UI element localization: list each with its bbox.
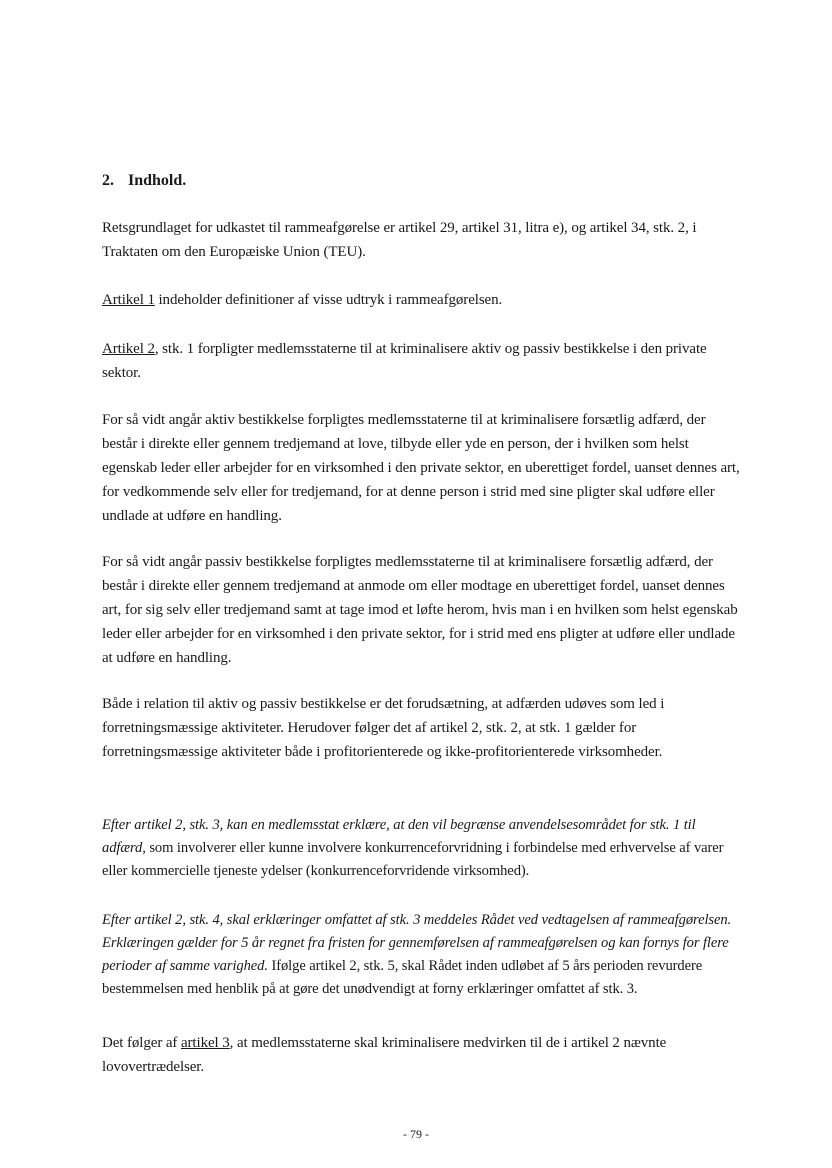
paragraph-business-activities	[102, 692, 742, 764]
paragraph-legal-basis	[102, 216, 742, 264]
paragraph-text: For så vidt angår aktiv bestikkelse forpligtes medlemsstaterne til at kriminalisere forsætlig adfærd, der består i direkte eller gennem tredjemand at love, tilbyde eller yde en person, der i hvilken som helst egenskab leder eller arbejder for en virksomhed i den private sektor, en uberettiget fordel, uanset dennes art, for vedkommende selv eller for tredjemand, for at denne person i strid med sine pligter skal udføre eller undlade at udføre en handling.	[102, 412, 740, 524]
paragraph-article-1	[102, 288, 742, 312]
italic-text: Efter artikel 2, stk. 4, skal erklæringer omfattet af stk. 3 meddeles Rådet ved vedtagelsen af rammeafgørelsen. Erklæringen gælder for 5 år regnet fra fristen for gennemførelsen af rammeafgørelsen og kan fornys for flere perioder af samme varighed.	[102, 912, 732, 974]
paragraph-text: Det følger af	[102, 1035, 181, 1051]
paragraph-text: Retsgrundlaget for udkastet til rammeafgørelse er artikel 29, artikel 31, litra e), og artikel 34, stk. 2, i Traktaten om den Europæiske Union (TEU).	[102, 220, 697, 260]
page-number: - 79 -	[403, 1127, 429, 1141]
paragraph-text: som involverer eller kunne involvere konkurrenceforvridning i forbindelse med erhvervelse af varer eller kommercielle tjeneste ydelser (konkurrenceforvridende virksomhed).	[102, 840, 724, 879]
paragraph-text: Både i relation til aktiv og passiv bestikkelse er det forudsætning, at adfærden udøves som led i forretningsmæssige aktiviteter. Herudover følger det af artikel 2, stk. 2, at stk. 1 gælder for forretningsmæssige aktiviteter både i profitorienterede og ikke-profitorienterede virksomheder.	[102, 696, 665, 760]
paragraph-article-2	[102, 337, 742, 385]
paragraph-text: , stk. 1 forpligter medlemsstaterne til at kriminalisere aktiv og passiv bestikkelse i den private sektor.	[102, 341, 707, 381]
article-3-reference: artikel 3	[180, 1035, 230, 1051]
section-heading	[102, 172, 186, 190]
italic-text: Efter artikel 2, stk. 3, kan en medlemsstat erklære, at den vil begrænse anvendelsesområdet for stk. 1 til adfærd,	[102, 817, 696, 856]
paragraph-article-3	[102, 1031, 742, 1079]
paragraph-article-2-stk-4	[102, 909, 742, 1001]
paragraph-active-bribery	[102, 408, 742, 528]
article-2-reference: Artikel 2	[102, 341, 155, 357]
section-title: Indhold.	[128, 172, 187, 189]
paragraph-text: indeholder definitioner af visse udtryk i rammeafgørelsen.	[154, 292, 503, 308]
paragraph-passive-bribery	[102, 550, 742, 670]
paragraph-text: Ifølge artikel 2, stk. 5, skal Rådet inden udløbet af 5 års perioden revurdere bestemmelsen med henblik på at gøre det unødvendigt at forny erklæringer omfattet af stk. 3.	[102, 958, 703, 997]
paragraph-text: , at medlemsstaterne skal kriminalisere medvirken til de i artikel 2 nævnte lovovertrædelser.	[102, 1035, 667, 1075]
paragraph-article-2-stk-3	[102, 814, 742, 883]
section-number: 2.	[102, 172, 114, 189]
paragraph-text: For så vidt angår passiv bestikkelse forpligtes medlemsstaterne til at kriminalisere forsætlig adfærd, der består i direkte eller gennem tredjemand at anmode om eller modtage en uberettiget fordel, uanset dennes art, for sig selv eller tredjemand samt at tage imod et løfte herom, hvis man i en hvilken som helst egenskab leder eller arbejder for en virksomhed i den private sektor, for i strid med ens pligter at udføre eller undlade at udføre en handling.	[102, 554, 738, 666]
article-1-reference: Artikel 1	[102, 292, 155, 308]
